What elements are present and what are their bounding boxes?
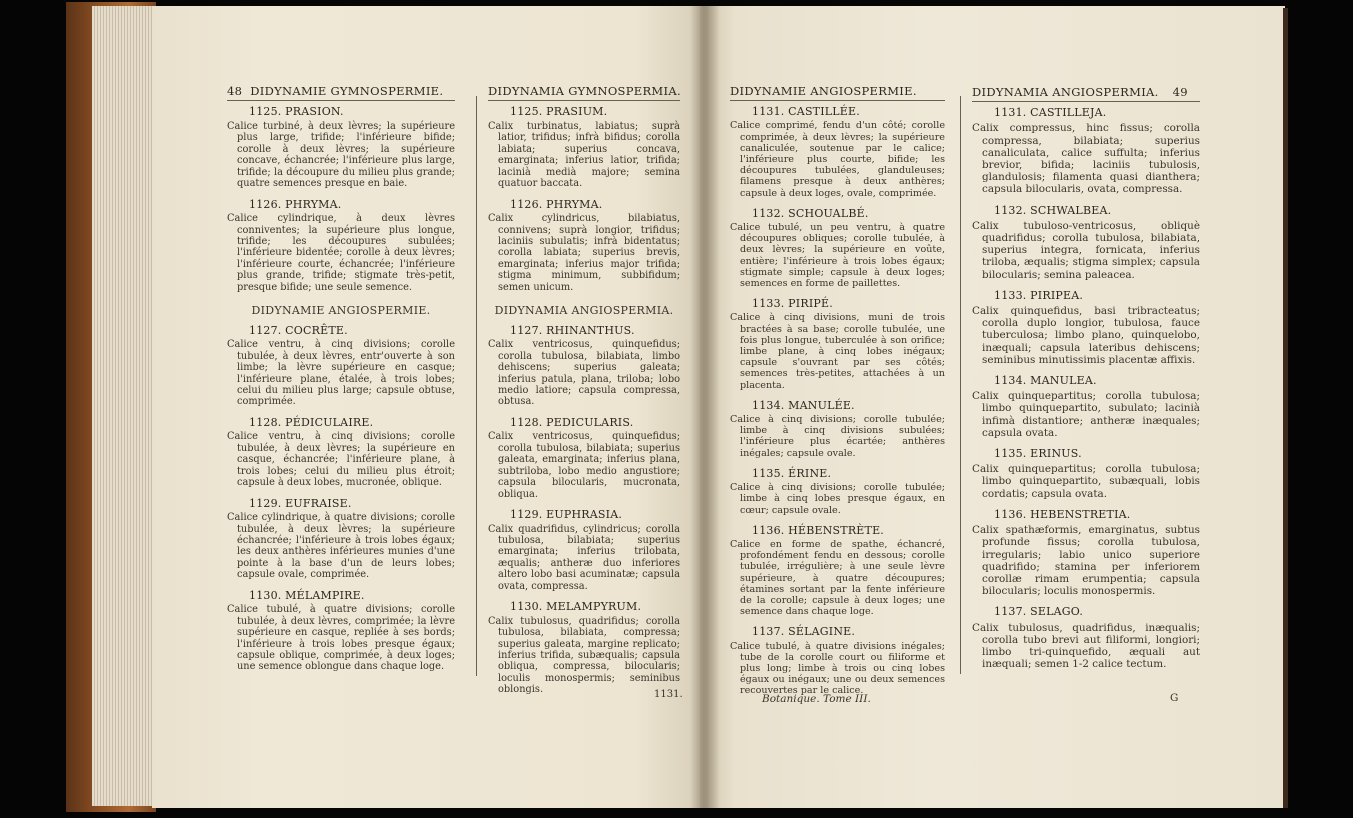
genus-description: Calix quadrifidus, cylindricus; corolla tubulosa, bilabiata; superius emarginata; inferius trilobata, æqualis; antheræ duo inferiores altero lobo basi acuminatæ; capsula ovata, compressa. bbox=[488, 523, 680, 592]
genus-description: Calice en forme de spathe, échancré, profondément fendu en dessous; corolle tubulée, irrégulière; à une seule lèvre supérieure, à quatre découpures; étamines sortant par la fente inférieure de la corolle; capsule à deux loges; une semence dans chaque loge. bbox=[730, 538, 945, 618]
genus-entry bbox=[227, 417, 455, 489]
column-divider bbox=[476, 96, 477, 676]
genus-description: Calix quinquepartitus; corolla tubulosa; limbo quinquepartito, subæquali, lobis cordatis; capsula ovata. bbox=[972, 463, 1200, 500]
genus-title: 1134. MANULÉE. bbox=[752, 398, 855, 412]
signature-mark: G bbox=[1170, 692, 1179, 704]
genus-entry bbox=[488, 106, 680, 189]
genus-entry bbox=[227, 199, 455, 294]
genus-description: Calice tubulé, un peu ventru, à quatre découpures obliques; corolle tubulée, à deux lèvres; la supérieure en voûte, entière; l'inférieure à trois lobes égaux; stigmate simple; capsule à deux loges; semences en forme de paillettes. bbox=[730, 222, 945, 290]
right-cover-edge bbox=[1283, 8, 1288, 808]
page-number: 48 bbox=[227, 84, 243, 98]
genus-title: 1128. PÉDICULAIRE. bbox=[249, 415, 374, 429]
genus-title: 1127. COCRÊTE. bbox=[249, 323, 348, 337]
genus-title: 1127. RHINANTHUS. bbox=[510, 323, 635, 337]
genus-entry bbox=[730, 400, 945, 459]
running-header bbox=[730, 86, 945, 101]
genus-title: 1126. PHRYMA. bbox=[249, 197, 342, 211]
genus-entry bbox=[488, 601, 680, 696]
genus-description: Calice ventru, à cinq divisions; corolle tubulée, à deux lèvres, entr'ouverte à son limbe; la lèvre supérieure en casque; l'inférieure plane, étalée, à trois lobes; celui du milieu plus large; capsule obtuse, comprimée. bbox=[227, 339, 455, 408]
genus-title: 1130. MELAMPYRUM. bbox=[510, 600, 642, 614]
page-fore-edge bbox=[92, 6, 154, 806]
genus-title: 1136. HÉBENSTRÈTE. bbox=[752, 523, 884, 537]
genus-description: Calix quinquepartitus; corolla tubulosa; limbo quinquepartito, subulato; lacinià infimà distantiore; antheræ inæquales; capsula ovata. bbox=[972, 390, 1200, 439]
genus-entry bbox=[730, 626, 945, 696]
genus-description: Calix quinquefidus, basi tribracteatus; corolla duplo longior, tubulosa, fauce tuberculosa; limbo plano, quinquelobo, inæquali; capsula lateribus dehiscens; seminibus minutissimis placentæ affixis. bbox=[972, 305, 1200, 366]
genus-title: 1137. SELAGO. bbox=[994, 605, 1084, 619]
genus-entry bbox=[227, 498, 455, 581]
genus-description: Calix turbinatus, labiatus; suprà latior, trifidus; infrà bifidus; corolla labiata; superius concava, emarginata; inferius latior, trifida; lacinià medià majore; semina quatuor baccata. bbox=[488, 120, 680, 190]
genus-entry bbox=[972, 205, 1200, 281]
genus-description: Calice à cinq divisions; corolle tubulée; limbe à cinq divisions subulées; l'inférieure plus écartée; anthères inégales; capsule ovale. bbox=[730, 414, 945, 459]
genus-entry bbox=[730, 208, 945, 289]
genus-entry bbox=[972, 107, 1200, 195]
left-page-french-column bbox=[227, 86, 455, 682]
genus-title: 1126. PHRYMA. bbox=[510, 197, 603, 211]
header-text: DIDYNAMIE GYMNOSPERMIE. bbox=[250, 84, 444, 98]
genus-title: 1129. EUPHRASIA. bbox=[510, 508, 623, 522]
genus-title: 1128. PEDICULARIS. bbox=[510, 415, 634, 429]
genus-description: Calice turbiné, à deux lèvres; la supérieure plus large, trifide; l'inférieure bifide; corolle à deux lèvres; la supérieure concave, échancrée; l'inférieure plus large, trifide; la découpure du milieu plus grande; quatre semences presque en baie. bbox=[227, 120, 455, 190]
running-header bbox=[227, 86, 455, 101]
genus-entry bbox=[488, 417, 680, 500]
section-heading: DIDYNAMIA ANGIOSPERMIA. bbox=[494, 304, 674, 318]
genus-description: Calix ventricosus, quinquefidus; corolla tubulosa, bilabiata; superius galeata, emarginata; inferius plana, subtriloba, lobo medio angustiore; capsula bilocularis, mucronata, obliqua. bbox=[488, 431, 680, 500]
footer-volume-title: Botanique. Tome III. bbox=[762, 693, 871, 705]
genus-entry bbox=[730, 106, 945, 199]
genus-description: Calice cylindrique, à quatre divisions; corolle tubulée, à deux lèvres; la supérieure échancrée; l'inférieure à trois lobes égaux; les deux anthères inférieures munies d'une pointe à la base d'un de leurs lobes; capsule ovale, comprimée. bbox=[227, 512, 455, 581]
genus-title: 1125. PRASION. bbox=[249, 105, 344, 119]
genus-entry bbox=[972, 448, 1200, 500]
page-number: 49 bbox=[1172, 85, 1188, 99]
genus-title: 1125. PRASIUM. bbox=[510, 105, 608, 119]
running-header bbox=[972, 86, 1200, 102]
genus-description: Calix cylindricus, bilabiatus, connivens; suprà longior, trifidus; laciniis subulatis; infrà bidentatus; corolla labiata; superius brevis, emarginata; inferius major trifida; stigma minimum, subbifidum; semen unicum. bbox=[488, 213, 680, 293]
genus-description: Calix ventricosus, quinquefidus; corolla tubulosa, bilabiata, limbo dehiscens; superius galeata; inferius patula, plana, triloba; lobo medio latiore; capsula compressa, obtusa. bbox=[488, 339, 680, 408]
genus-entry bbox=[488, 199, 680, 294]
genus-description: Calice tubulé, à quatre divisions inégales; tube de la corolle court ou filiforme et plus long; limbe à trois ou cinq lobes égaux ou inégaux; une ou deux semences recouvertes par le calice. bbox=[730, 640, 945, 697]
genus-description: Calix tubulosus, quadrifidus, inæqualis; corolla tubo brevi aut filiformi, longiori; limbo tri-quinquefido, æquali aut inæquali; semen 1-2 calice tectum. bbox=[972, 621, 1200, 671]
genus-description: Calice ventru, à cinq divisions; corolle tubulée, à deux lèvres; la supérieure en casque, échancrée; l'inférieure plane, à trois lobes; celui du milieu plus étroit; capsule à deux lobes, mucronée, oblique. bbox=[227, 431, 455, 489]
header-text: DIDYNAMIA GYMNOSPERMIA. bbox=[488, 84, 681, 98]
header-text: DIDYNAMIA ANGIOSPERMIA. bbox=[972, 85, 1159, 99]
genus-entry bbox=[227, 325, 455, 408]
genus-title: 1135. ÉRINE. bbox=[752, 466, 832, 480]
column-divider bbox=[960, 96, 961, 674]
genus-title: 1130. MÉLAMPIRE. bbox=[249, 588, 365, 602]
genus-description: Calice comprimé, fendu d'un côté; corolle comprimée, à deux lèvres; la supérieure canaliculée, soutenue par le calice; l'inférieure plus courte, bifide; les découpures tubulées, glanduleuses; filamens presque à deux anthères; capsule à deux loges, ovale, comprimée. bbox=[730, 120, 945, 199]
left-page-latin-column bbox=[488, 86, 680, 705]
genus-description: Calice tubulé, à quatre divisions; corolle tubulée, à deux lèvres, comprimée; la lèvre supérieure en casque, repliée à ses bords; l'inférieure à trois lobes presque égaux; capsule oblique, comprimée, à deux loges; une semence oblongue dans chaque loge. bbox=[227, 604, 455, 673]
genus-entry bbox=[730, 298, 945, 391]
genus-entry bbox=[972, 509, 1200, 597]
right-page-french-column bbox=[730, 86, 945, 706]
genus-description: Calice cylindrique, à deux lèvres conniventes; la supérieure plus longue, trifide; les découpures subulées; l'inférieure bidentée; corolle à deux lèvres; l'inférieure courte, échancrée; l'inférieure plus grande, trifide; stigmate très-petit, presque bifide; une seule semence. bbox=[227, 213, 455, 293]
genus-description: Calice à cinq divisions; corolle tubulée; limbe à cinq lobes presque égaux, en cœur; capsule ovale. bbox=[730, 482, 945, 516]
genus-description: Calice à cinq divisions, muni de trois bractées à sa base; corolle tubulée, une fois plus longue, tuberculée à son orifice; limbe plane, à cinq lobes inégaux; capsule s'ouvrant par ses côtés; semences très-petites, attachées à un placenta. bbox=[730, 312, 945, 391]
genus-title: 1129. EUFRAISE. bbox=[249, 496, 352, 510]
genus-title: 1135. ERINUS. bbox=[994, 447, 1082, 461]
header-text: DIDYNAMIE ANGIOSPERMIE. bbox=[730, 84, 917, 98]
genus-entry bbox=[972, 290, 1200, 366]
genus-title: 1131. CASTILLEJA. bbox=[994, 106, 1107, 120]
genus-description: Calix spathæformis, emarginatus, subtus profunde fissus; corolla tubulosa, irregularis; labio unico superiore quadrifido; stamina per inferiorem corollæ rimam erumpentia; capsula bilocularis; loculis monospermis. bbox=[972, 524, 1200, 598]
genus-description: Calix compressus, hinc fissus; corolla compressa, bilabiata; superius canaliculata, calice suffulta; inferius brevior, bifida; laciniis tubulosis, glandulosis; filamenta quasi dianthera; capsula bilocularis, ovata, compressa. bbox=[972, 122, 1200, 196]
genus-entry bbox=[227, 106, 455, 189]
genus-title: 1133. PIRIPEA. bbox=[994, 288, 1084, 302]
genus-entry bbox=[730, 468, 945, 516]
right-page-latin-column bbox=[972, 86, 1200, 679]
genus-title: 1132. SCHWALBEA. bbox=[994, 203, 1112, 217]
genus-entry bbox=[972, 375, 1200, 439]
genus-entry bbox=[488, 325, 680, 408]
genus-title: 1134. MANULEA. bbox=[994, 374, 1097, 388]
book-gutter bbox=[690, 6, 720, 808]
catchword: 1131. bbox=[654, 689, 683, 700]
genus-title: 1136. HEBENSTRETIA. bbox=[994, 507, 1131, 521]
genus-description: Calix tubulosus, quadrifidus; corolla tubulosa, bilabiata, compressa; superius galeata, margine replicato; inferius trifida, subæqualis; capsula obliqua, compressa, bilocularis; loculis monospermis; seminibus oblongis. bbox=[488, 615, 680, 696]
running-header bbox=[488, 86, 680, 101]
genus-entry bbox=[488, 509, 680, 592]
genus-title: 1132. SCHOUALBÉ. bbox=[752, 206, 869, 220]
genus-entry bbox=[730, 525, 945, 618]
genus-entry bbox=[972, 606, 1200, 670]
genus-title: 1137. SÉLAGINE. bbox=[752, 625, 856, 639]
section-heading: DIDYNAMIE ANGIOSPERMIE. bbox=[251, 304, 431, 318]
genus-title: 1131. CASTILLÉE. bbox=[752, 105, 860, 119]
genus-title: 1133. PIRIPÉ. bbox=[752, 297, 833, 311]
genus-entry bbox=[227, 590, 455, 673]
genus-description: Calix tubuloso-ventricosus, obliquè quadrifidus; corolla tubulosa, bilabiata, superius integra, fornicata, inferius triloba, æqualis; stigma simplex; capsula bilocularis; semina paleacea. bbox=[972, 219, 1200, 281]
